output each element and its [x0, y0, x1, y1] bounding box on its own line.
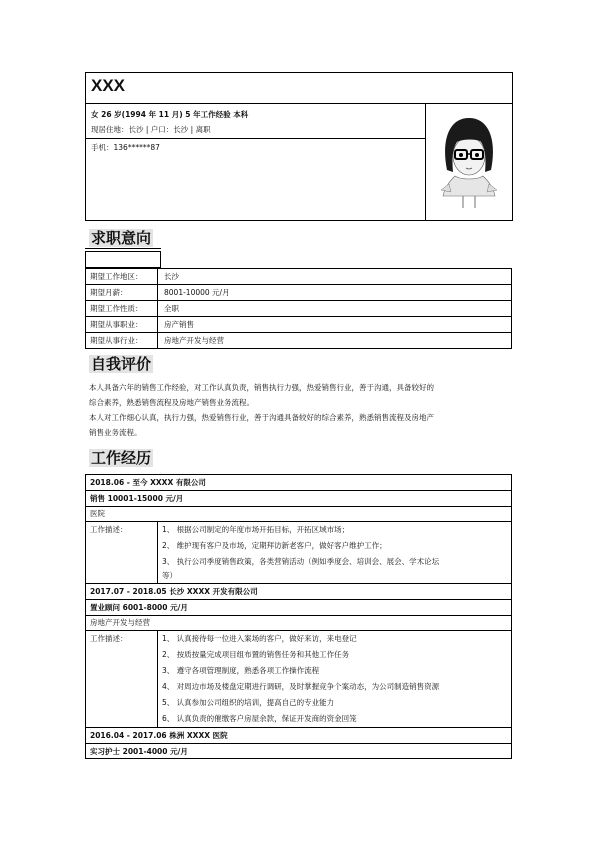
- divider: [85, 615, 512, 616]
- divider: [85, 103, 513, 104]
- job-desc-line: 2、 按质按量完成项目组布置的销售任务和其他工作任务: [162, 650, 350, 659]
- phone-number: 手机：136******87: [91, 143, 160, 152]
- divider: [85, 583, 512, 584]
- job-desc-line: 6、 认真负责的催缴客户房屋余款，保证开发商的资金回笼: [162, 714, 357, 723]
- candidate-name: XXX: [91, 76, 126, 95]
- job-title: 置业顾问 6001-8000 元/月: [90, 603, 188, 612]
- job-desc-line: 1、 认真接待每一位进入案场的客户，做好来访，来电登记: [162, 634, 357, 643]
- intent-table: [85, 268, 512, 349]
- divider: [85, 332, 512, 333]
- intent-value: 全职: [164, 304, 179, 313]
- intent-value: 房产销售: [164, 320, 194, 329]
- job-industry: 医院: [90, 509, 105, 518]
- job-desc-line: 3、 执行公司季度销售政策，各类营销活动（例如季度会、培训会、展会、学术论坛: [162, 557, 440, 566]
- self-eval-line: 综合素养，熟悉销售流程及房地产销售业务流程。: [89, 398, 254, 407]
- job-desc-label: 工作描述：: [90, 525, 128, 534]
- job-period: 2018.06 - 至今 XXXX 有限公司: [90, 478, 206, 487]
- job-period: 2016.04 - 2017.06 株洲 XXXX 医院: [90, 731, 228, 740]
- avatar: [433, 110, 505, 214]
- residence-info: 现居住地：长沙 | 户口：长沙 | 离职: [91, 125, 211, 134]
- divider: [85, 743, 512, 744]
- divider: [85, 138, 425, 139]
- job-title: 实习护士 2001-4000 元/月: [90, 747, 188, 756]
- intent-value: 长沙: [164, 272, 179, 281]
- intent-label: 期望从事行业：: [90, 336, 143, 345]
- divider: [85, 506, 512, 507]
- divider: [85, 284, 512, 285]
- divider: [85, 248, 161, 249]
- job-period: 2017.07 - 2018.05 长沙 XXXX 开发有限公司: [90, 587, 258, 596]
- intent-label: 期望工作性质：: [90, 304, 143, 313]
- intent-label: 期望从事职业：: [90, 320, 143, 329]
- basic-info: 女 26 岁(1994 年 11 月) 5 年工作经验 本科: [91, 110, 249, 119]
- section-title-work: 工作经历: [91, 449, 152, 467]
- divider: [85, 599, 512, 600]
- divider: [157, 521, 158, 583]
- divider: [157, 630, 158, 727]
- job-desc-line: 2、 维护现有客户及市场，定期拜访新老客户，做好客户维护工作；: [162, 541, 387, 550]
- self-eval-line: 销售业务流程。: [89, 428, 142, 437]
- intent-value: 8001-10000 元/月: [164, 288, 230, 297]
- intent-value: 房地产开发与经营: [164, 336, 224, 345]
- divider: [85, 630, 512, 631]
- job-desc-line: 3、 遵守各项管理制度，熟悉各项工作操作流程: [162, 666, 320, 675]
- job-desc-line: 4、 对周边市场及楼盘定期进行调研，及时掌握竞争个案动态，为公司制造销售资源: [162, 682, 440, 691]
- section-title-intent: 求职意向: [91, 229, 152, 247]
- intent-label: 期望工作地区：: [90, 272, 143, 281]
- job-industry: 房地产开发与经营: [90, 618, 150, 627]
- intent-tab-box: [85, 251, 161, 268]
- divider: [425, 103, 426, 221]
- job-desc-line: 1、 根据公司制定的年度市场开拓目标，开拓区域市场；: [162, 525, 350, 534]
- divider: [85, 316, 512, 317]
- divider: [85, 490, 512, 491]
- section-title-self: 自我评价: [91, 355, 152, 373]
- intent-label: 期望月薪：: [90, 288, 128, 297]
- job-desc-label: 工作描述：: [90, 634, 128, 643]
- job-title: 销售 10001-15000 元/月: [90, 494, 184, 503]
- self-eval-line: 本人具备六年的销售工作经验，对工作认真负责，销售执行力强，热爱销售行业，善于沟通，具备较好的: [89, 383, 434, 392]
- self-eval-line: 本人对工作细心认真，执行力强，热爱销售行业，善于沟通具备较好的综合素养，熟悉销售流程及房地产: [89, 413, 434, 422]
- job-desc-line: 5、 认真参加公司组织的培训，提高自己的专业能力: [162, 698, 335, 707]
- divider: [85, 521, 512, 522]
- job-desc-line: 等）: [162, 571, 177, 580]
- divider: [85, 300, 512, 301]
- divider: [85, 727, 512, 728]
- divider: [157, 268, 158, 349]
